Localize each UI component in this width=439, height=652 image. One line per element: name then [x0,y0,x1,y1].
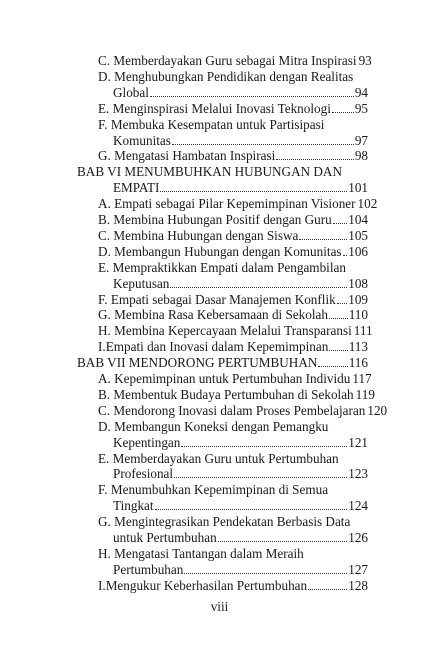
toc-entry-page: 104 [348,212,368,227]
toc-entry-page: 110 [348,307,368,322]
toc-entry-label: H. Mengatasi Tantangan dalam Meraih [98,546,304,561]
toc-entry-label: G. Mengatasi Hambatan Inspirasi [98,148,276,163]
toc-entry-label: untuk Pertumbuhan [113,530,217,545]
dot-leader [150,96,354,97]
toc-entry-page: 105 [348,228,368,243]
dot-leader [299,239,347,240]
toc-entry-label: I.Mengukur Keberhasilan Pertumbuhan [98,578,308,593]
toc-entry-label: F. Menumbuhkan Kepemimpinan di Semua [98,482,329,497]
toc-entry-label: Profesional [113,466,174,481]
toc-entry-page: 126 [348,530,368,545]
dot-leader [155,509,348,510]
toc-entry-page: 113 [348,339,368,354]
page-number: viii [210,599,229,614]
toc-entry-label: EMPATI [113,180,160,195]
dot-leader [218,541,348,542]
toc-entry-page: 116 [348,355,368,370]
dot-leader [276,159,354,160]
toc-entry-label: G. Mengintegrasikan Pendekatan Berbasis Data [98,514,351,529]
toc-entry-page: 119 [355,387,375,402]
toc-entry-label: Komunitas [113,133,171,148]
toc-entry-label: E. Memberdayakan Guru untuk Pertumbuhan [98,451,339,466]
toc-entry-label: H. Membina Kepercayaan Melalui Transparansi [98,323,352,338]
dot-leader [333,223,348,224]
toc-entry-page: 106 [348,244,368,259]
dot-leader [174,477,347,478]
toc-entry-label: BAB VII MENDORONG PERTUMBUHAN [77,355,318,370]
toc-entry-label: Tingkat [113,498,154,513]
dot-leader [160,191,347,192]
toc-entry-label: BAB VI MENUMBUHKAN HUBUNGAN DAN [77,164,342,179]
toc-entry-page: 109 [348,292,368,307]
toc-entry-page: 111 [353,323,373,338]
toc-entry-page: 121 [348,435,368,450]
toc-entry-page: 93 [358,53,372,68]
dot-leader [184,573,347,574]
toc-entry-label: C. Memberdayakan Guru sebagai Mitra Inspirasi [98,53,357,68]
toc-entry-label: B. Membentuk Budaya Pertumbuhan di Sekolah [98,387,354,402]
dot-leader [343,255,348,256]
toc-entry-page: 98 [354,148,368,163]
toc-entry-label: D. Menghubungkan Pendidikan dengan Realitas [98,69,354,84]
toc-entry-page: 128 [348,578,368,593]
toc-entry-label: Kepentingan [113,435,181,450]
toc-entry-page: 123 [348,466,368,481]
dot-leader [332,112,354,113]
toc-entry-label: F. Empati sebagai Dasar Manajemen Konflik [98,292,336,307]
toc-entry-label: C. Membina Hubungan dengan Siswa [98,228,299,243]
toc-entry-label: G. Membina Rasa Kebersamaan di Sekolah [98,307,328,322]
toc-entry-label: B. Membina Hubungan Positif dengan Guru [98,212,332,227]
dot-leader [329,350,347,351]
toc-entry-label: D. Membangun Hubungan dengan Komunitas [98,244,342,259]
dot-leader [337,303,348,304]
toc-entry [98,577,368,595]
toc-entry-label: F. Membuka Kesempatan untuk Partisipasi [98,117,325,132]
toc-entry-page: 108 [348,276,368,291]
toc-entry-page: 102 [357,196,378,211]
dot-leader [181,446,347,447]
toc-entry-page: 101 [348,180,368,195]
dot-leader [170,287,347,288]
toc-entry-label: E. Menginspirasi Melalui Inovasi Teknologi [98,101,331,116]
toc-entry-page: 95 [354,101,368,116]
dot-leader [172,144,354,145]
toc-entry-label: I.Empati dan Inovasi dalam Kepemimpinan [98,339,329,354]
toc-entry-label: D. Membangun Koneksi dengan Pemangku [98,419,329,434]
toc-entry-label: C. Mendorong Inovasi dalam Proses Pembelajaran [98,403,366,418]
toc-entry-label: Global [113,85,149,100]
toc-entry-page: 120 [367,403,388,418]
toc-entry-page: 124 [348,498,368,513]
dot-leader [318,366,347,367]
toc-entry-page: 94 [354,85,368,100]
toc-entry-page: 97 [354,133,368,148]
toc-entry-label: A. Kepemimpinan untuk Pertumbuhan Individu [98,371,351,386]
toc-entry-label: A. Empati sebagai Pilar Kepemimpinan Visioner [98,196,356,211]
toc-entry-label: Pertumbuhan [113,562,184,577]
dot-leader [329,318,348,319]
toc-entry-label: E. Mempraktikkan Empati dalam Pengambilan [98,260,346,275]
dot-leader [308,589,347,590]
toc-entry-page: 117 [352,371,372,386]
toc-entry-label: Keputusan [113,276,170,291]
toc-entry-page: 127 [348,562,368,577]
